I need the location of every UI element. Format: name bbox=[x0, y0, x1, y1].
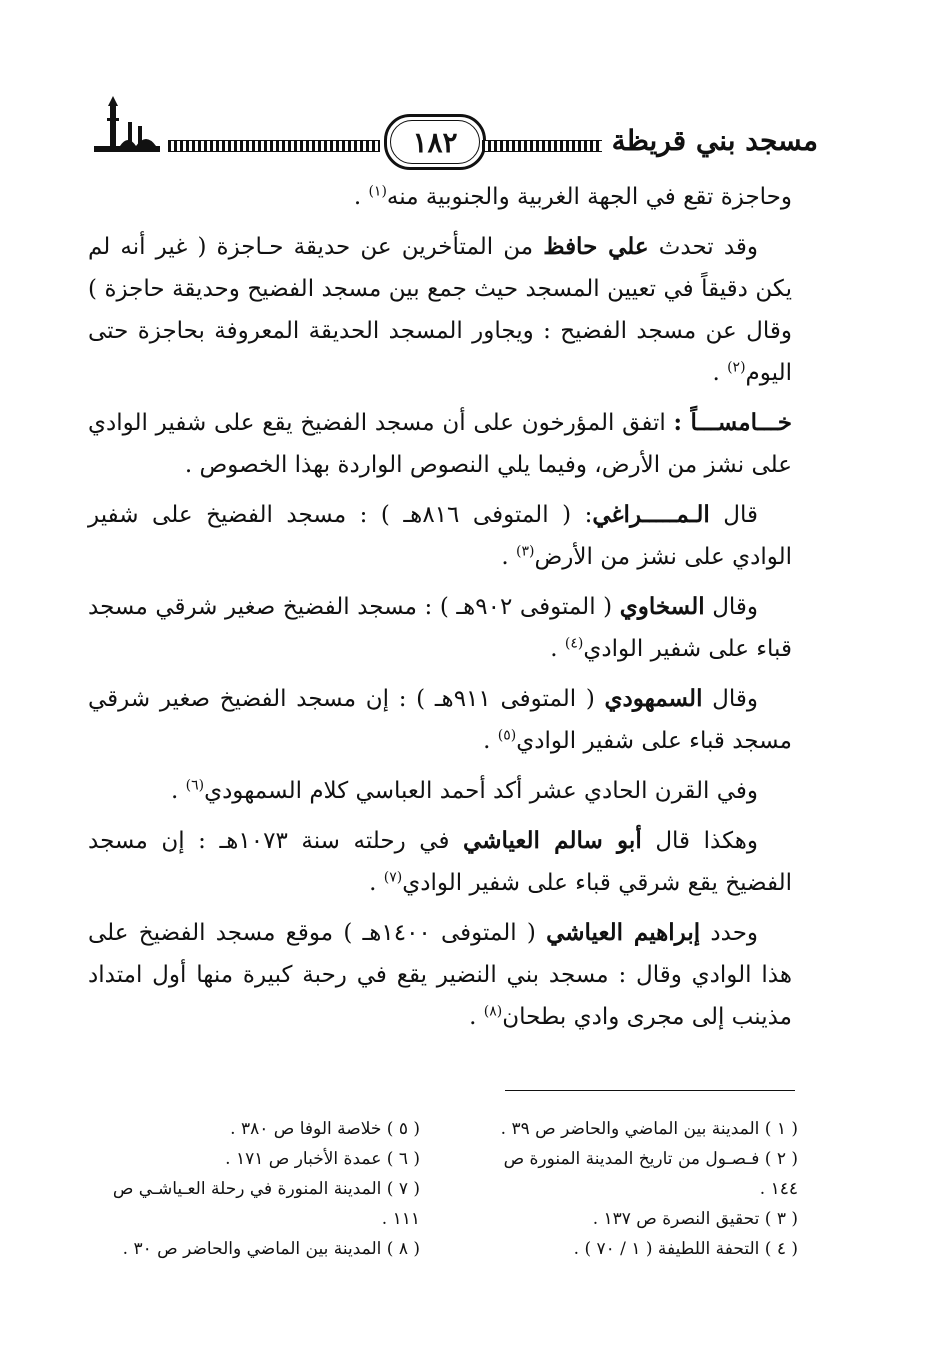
paragraph-text: وفي القرن الحادي عشر أكد أحمد العباسي كلام السمهودي bbox=[204, 778, 758, 804]
person-name: أبو سالم العياشي bbox=[463, 827, 642, 854]
footnote-number: ( ١ ) bbox=[764, 1119, 798, 1139]
footnote bbox=[80, 1114, 420, 1144]
footnote bbox=[80, 1234, 420, 1264]
paragraph bbox=[88, 912, 792, 1038]
footnote-ref: (١) bbox=[368, 183, 387, 200]
period: . bbox=[170, 778, 179, 804]
footnote-text: خلاصة الوفا ص ٣٨٠ . bbox=[230, 1119, 382, 1139]
paragraph-text: وحاجزة تقع في الجهة الغربية والجنوبية منه bbox=[386, 184, 792, 210]
person-name: السمهودي bbox=[604, 685, 703, 712]
footnote bbox=[478, 1114, 798, 1144]
person-name: الـمـــــراغي bbox=[592, 501, 710, 528]
footnote bbox=[80, 1174, 420, 1204]
paragraph-text: وهكذا قال bbox=[655, 828, 759, 854]
body-text bbox=[88, 176, 792, 1046]
paragraph-text: وحدد bbox=[710, 920, 759, 946]
page-number: ١٨٢ bbox=[384, 114, 486, 170]
period: . bbox=[353, 184, 362, 210]
footnote-number: ( ٧ ) bbox=[386, 1179, 420, 1199]
footnote-text: المدينة بين الماضي والحاضر ص ٣٩ . bbox=[500, 1119, 760, 1139]
paragraph-text: ( المتوفى ١٤٠٠هـ ) موقع مسجد الفضيخ على هذا الوادي وقال : مسجد بني النضير يقع في رحبة كبيرة منها أول امتداد مذينب إلى مجرى وادي بطحان bbox=[88, 920, 792, 1030]
footnote-continuation: ١٤٤ . bbox=[759, 1179, 798, 1199]
paragraph-text: وقال bbox=[712, 594, 759, 620]
header-ornament-right bbox=[482, 140, 602, 152]
person-name: السخاوي bbox=[619, 593, 705, 620]
paragraph-text: قال bbox=[723, 502, 759, 528]
footnote-separator bbox=[505, 1090, 795, 1091]
paragraph bbox=[88, 402, 792, 486]
paragraph-text: : ( المتوفى ٨١٦هـ ) : مسجد الفضيخ على شفير الوادي على نشز من الأرض bbox=[88, 502, 792, 570]
section-lead: خـــامســـاً : bbox=[673, 409, 793, 436]
footnote-text: المدينة بين الماضي والحاضر ص ٣٠ . bbox=[122, 1239, 382, 1259]
footnote-number: ( ٦ ) bbox=[386, 1149, 420, 1169]
footnote-ref: (٨) bbox=[483, 1003, 503, 1020]
paragraph-text: في رحلته سنة ١٠٧٣هـ : إن مسجد الفضيخ يقع شرقي قباء على شفير الوادي bbox=[88, 828, 792, 896]
footnote bbox=[478, 1234, 798, 1264]
paragraph bbox=[88, 494, 792, 578]
paragraph bbox=[88, 586, 792, 670]
footnote-text: فـصـول من تاريخ المدينة المنورة ص bbox=[503, 1149, 760, 1169]
footnote-number: ( ٤ ) bbox=[764, 1239, 798, 1259]
footnote-text: تحقيق النصرة ص ١٣٧ . bbox=[592, 1209, 760, 1229]
footnote bbox=[478, 1144, 798, 1174]
mosque-icon bbox=[92, 96, 162, 156]
period: . bbox=[550, 636, 558, 662]
footnote-ref: (٧) bbox=[383, 869, 403, 886]
chapter-title: مسجد بني قريظة bbox=[611, 124, 818, 157]
paragraph-text: وقال bbox=[712, 686, 758, 712]
footnote-text: التحفة اللطيفة ( ١ / ٧٠ ) . bbox=[573, 1239, 760, 1259]
paragraph-text: ( المتوفى ٩٠٢هـ ) : مسجد الفضيخ صغير شرقي مسجد قباء على شفير الوادي bbox=[88, 594, 792, 662]
paragraph-text: وقد تحدث bbox=[658, 234, 758, 260]
paragraph-text: ( المتوفى ٩١١هـ ) : إن مسجد الفضيخ صغير شرقي مسجد قباء على شفير الوادي bbox=[88, 686, 792, 754]
footnote-text: عمدة الأخبار ص ١٧١ . bbox=[225, 1149, 382, 1169]
footnote-ref: (٥) bbox=[497, 727, 517, 744]
person-name: علي حافظ bbox=[543, 233, 649, 260]
paragraph bbox=[88, 770, 792, 812]
footnotes-left-column bbox=[80, 1114, 420, 1264]
footnote-number: ( ٢ ) bbox=[764, 1149, 798, 1169]
footnote-number: ( ٣ ) bbox=[764, 1209, 798, 1229]
footnote-continuation: ١١١ . bbox=[381, 1209, 420, 1229]
paragraph bbox=[88, 678, 792, 762]
footnote-ref: (٦) bbox=[185, 777, 205, 794]
person-name: إبراهيم العياشي bbox=[546, 919, 701, 946]
footnote bbox=[80, 1144, 420, 1174]
period: . bbox=[369, 870, 377, 896]
footnote-ref: (٤) bbox=[564, 635, 584, 652]
period: . bbox=[712, 360, 720, 386]
period: . bbox=[469, 1004, 477, 1030]
period: . bbox=[501, 544, 509, 570]
header-ornament-left bbox=[168, 140, 380, 152]
paragraph bbox=[88, 820, 792, 904]
footnote-number: ( ٨ ) bbox=[386, 1239, 420, 1259]
paragraph-text: اتفق المؤرخون على أن مسجد الفضيخ يقع على شفير الوادي على نشز من الأرض، وفيما يلي النصوص الواردة بهذا الخصوص . bbox=[88, 410, 792, 478]
period: . bbox=[483, 728, 491, 754]
footnote-ref: (٢) bbox=[727, 359, 746, 376]
paragraph-text: من المتأخرين عن حديقة حـاجزة ( غير أنه لم يكن دقيقاً في تعيين المسجد حيث جمع بين مسجد الفضيح وحديقة حاجزة ) وقال عن مسجد الفضيح : ويجاور المسجد الحديقة المعروفة بحاجزة حتى اليوم bbox=[88, 234, 792, 386]
paragraph bbox=[88, 226, 792, 394]
footnotes-right-column bbox=[478, 1114, 798, 1264]
footnote-number: ( ٥ ) bbox=[386, 1119, 420, 1139]
footnote-ref: (٣) bbox=[516, 543, 535, 560]
footnote bbox=[478, 1204, 798, 1234]
footnote-text: المدينة المنورة في رحلة العـياشـي ص bbox=[112, 1179, 382, 1199]
paragraph bbox=[88, 176, 792, 218]
